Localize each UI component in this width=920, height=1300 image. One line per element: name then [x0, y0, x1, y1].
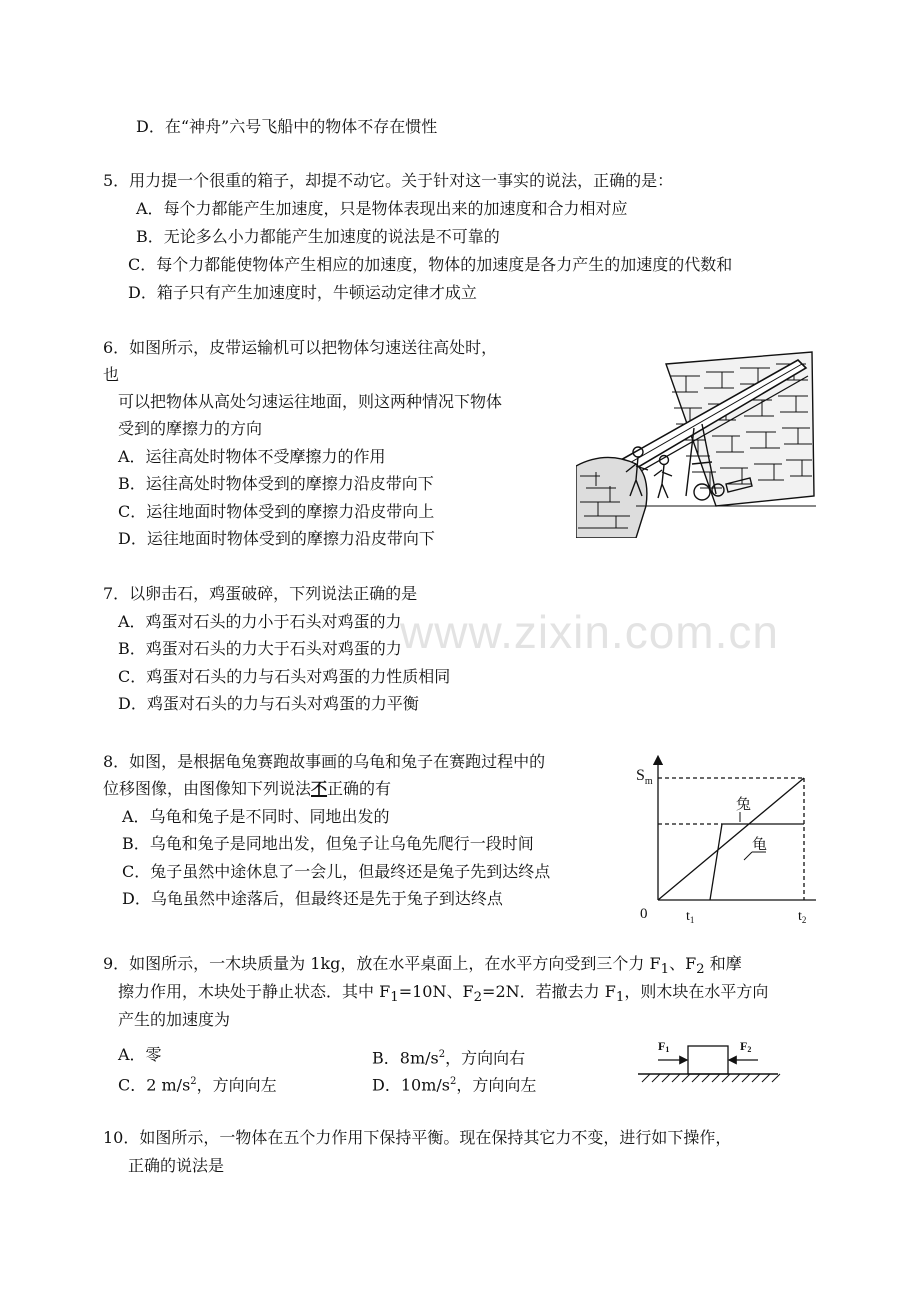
q6-option-c: C．运往地面时物体受到的摩擦力沿皮带向上 — [118, 502, 435, 521]
q7-option-c: C．鸡蛋对石头的力与石头对鸡蛋的力性质相同 — [118, 667, 451, 686]
q9-sub: 1 — [660, 962, 670, 978]
q9-sup: 2 — [438, 1049, 446, 1060]
q9-sub: 1 — [390, 990, 399, 1006]
q7-option-d: D．鸡蛋对石头的力与石头对鸡蛋的力平衡 — [118, 694, 419, 713]
q9-option-a: A．零 — [118, 1045, 162, 1064]
q9-sub: 2 — [473, 990, 483, 1006]
q10-stem-line2: 正确的说法是 — [128, 1156, 225, 1175]
q4-option-d: D．在“神舟”六号飞船中的物体不存在惯性 — [136, 117, 438, 136]
q9-option-c — [118, 1071, 277, 1096]
q5-option-d: D．箱子只有产生加速度时，牛顿运动定律才成立 — [128, 283, 477, 302]
q5-option-b: B．无论多么小力都能产生加速度的说法是不可靠的 — [136, 227, 500, 246]
q8-stem-part1: 位移图像，由图像知下列说法 — [103, 779, 312, 798]
q5-stem: 5．用力提一个很重的箱子，却提不动它。关于针对这一事实的说法，正确的是： — [103, 171, 674, 190]
q6-stem-line3: 可以把物体从高处匀速运往地面，则这两种情况下物体 — [118, 392, 503, 411]
q6-stem-line2: 也 — [103, 365, 120, 384]
t1-label: $t_1$ — [686, 909, 695, 925]
conveyor-belt-figure — [576, 346, 816, 538]
turtle-line — [658, 778, 804, 900]
q9-sup: 2 — [449, 1076, 457, 1087]
q9-stem-part3: 和摩 — [704, 954, 742, 973]
q8-option-a: A．乌龟和兔子是不同时、同地出发的 — [122, 807, 390, 826]
rabbit-line — [710, 824, 804, 900]
t2-label: $t_2$ — [798, 909, 807, 925]
q9-option-d-text: D．10m/s — [372, 1075, 450, 1095]
q9-sup: 2 — [190, 1076, 197, 1087]
q9-option-b — [372, 1044, 525, 1069]
q9-stem-part2: 、F — [669, 954, 697, 973]
q5-option-a: A．每个力都能产生加速度，只是物体表现出来的加速度和合力相对应 — [136, 199, 628, 218]
q9-option-d — [372, 1071, 536, 1096]
q9-sub: 2 — [696, 962, 705, 978]
q8-stem-line2 — [103, 778, 391, 800]
y-axis-label: $S_m$ — [636, 767, 653, 787]
q9-sub: 1 — [615, 990, 625, 1006]
q9-stem-line1 — [103, 953, 742, 981]
q7-option-b: B．鸡蛋对石头的力大于石头对鸡蛋的力 — [118, 639, 402, 658]
rabbit-label: 兔 — [736, 797, 752, 813]
q9-stem-part: ，则木块在水平方向 — [624, 982, 769, 1001]
q8-stem-line1: 8．如图，是根据龟兔赛跑故事画的乌龟和兔子在赛跑过程中的 — [103, 752, 546, 771]
block-forces-figure — [636, 1036, 782, 1084]
q8-option-d: D．乌龟虽然中途落后，但最终还是先于兔子到达终点 — [122, 889, 503, 908]
q8-option-b: B．乌龟和兔子是同地出发，但兔子让乌龟先爬行一段时间 — [122, 834, 534, 853]
q6-option-b: B．运往高处时物体受到的摩擦力沿皮带向下 — [118, 474, 434, 493]
q7-stem: 7．以卵击石，鸡蛋破碎，下列说法正确的是 — [103, 584, 418, 603]
q9-option-d-dir: ，方向向左 — [456, 1075, 537, 1095]
q9-option-c-dir: ，方向向左 — [196, 1075, 277, 1095]
q6-option-a: A．运往高处时物体不受摩擦力的作用 — [118, 447, 386, 466]
q6-stem-line4: 受到的摩擦力的方向 — [118, 419, 263, 438]
q6-stem-line1: 6．如图所示，皮带运输机可以把物体匀速送往高处时， — [103, 338, 498, 357]
q7-option-a: A．鸡蛋对石头的力小于石头对鸡蛋的力 — [118, 612, 402, 631]
q9-stem-part: =2N．若撤去力 F — [482, 982, 616, 1001]
origin-label: 0 — [640, 906, 648, 922]
q9-stem-line2 — [118, 981, 768, 1009]
q9-option-c-text: C．2 m/s — [118, 1075, 191, 1095]
q8-stem-part3: 正确的有 — [327, 779, 392, 798]
q9-stem-part1: 9．如图所示，一木块质量为 1kg，放在水平桌面上，在水平方向受到三个力 F — [103, 954, 661, 973]
turtle-label: 龟 — [752, 837, 768, 853]
q5-option-c: C．每个力都能使物体产生相应的加速度，物体的加速度是各力产生的加速度的代数和 — [128, 255, 733, 274]
f1-label: F1 — [658, 1039, 670, 1054]
q9-stem-part: =10N、F — [398, 982, 474, 1001]
q8-option-c: C．兔子虽然中途休息了一会儿，但最终还是兔子先到达终点 — [122, 862, 551, 881]
turtle-rabbit-graph — [636, 752, 820, 928]
q9-stem-line3: 产生的加速度为 — [118, 1010, 231, 1029]
q9-stem-part: 擦力作用，木块处于静止状态．其中 F — [118, 982, 391, 1001]
q8-emphasis-not: 不 — [311, 779, 328, 798]
watermark: www.zixin.com.cn — [400, 606, 779, 658]
wooden-block — [688, 1046, 728, 1074]
q10-stem-line1: 10．如图所示，一物体在五个力作用下保持平衡。现在保持其它力不变，进行如下操作， — [103, 1128, 732, 1147]
f2-label: F2 — [740, 1039, 752, 1054]
q6-option-d: D．运往地面时物体受到的摩擦力沿皮带向下 — [118, 529, 435, 548]
q9-option-b-dir: ，方向向右 — [445, 1048, 526, 1068]
q9-option-b-text: B．8m/s — [372, 1048, 439, 1068]
